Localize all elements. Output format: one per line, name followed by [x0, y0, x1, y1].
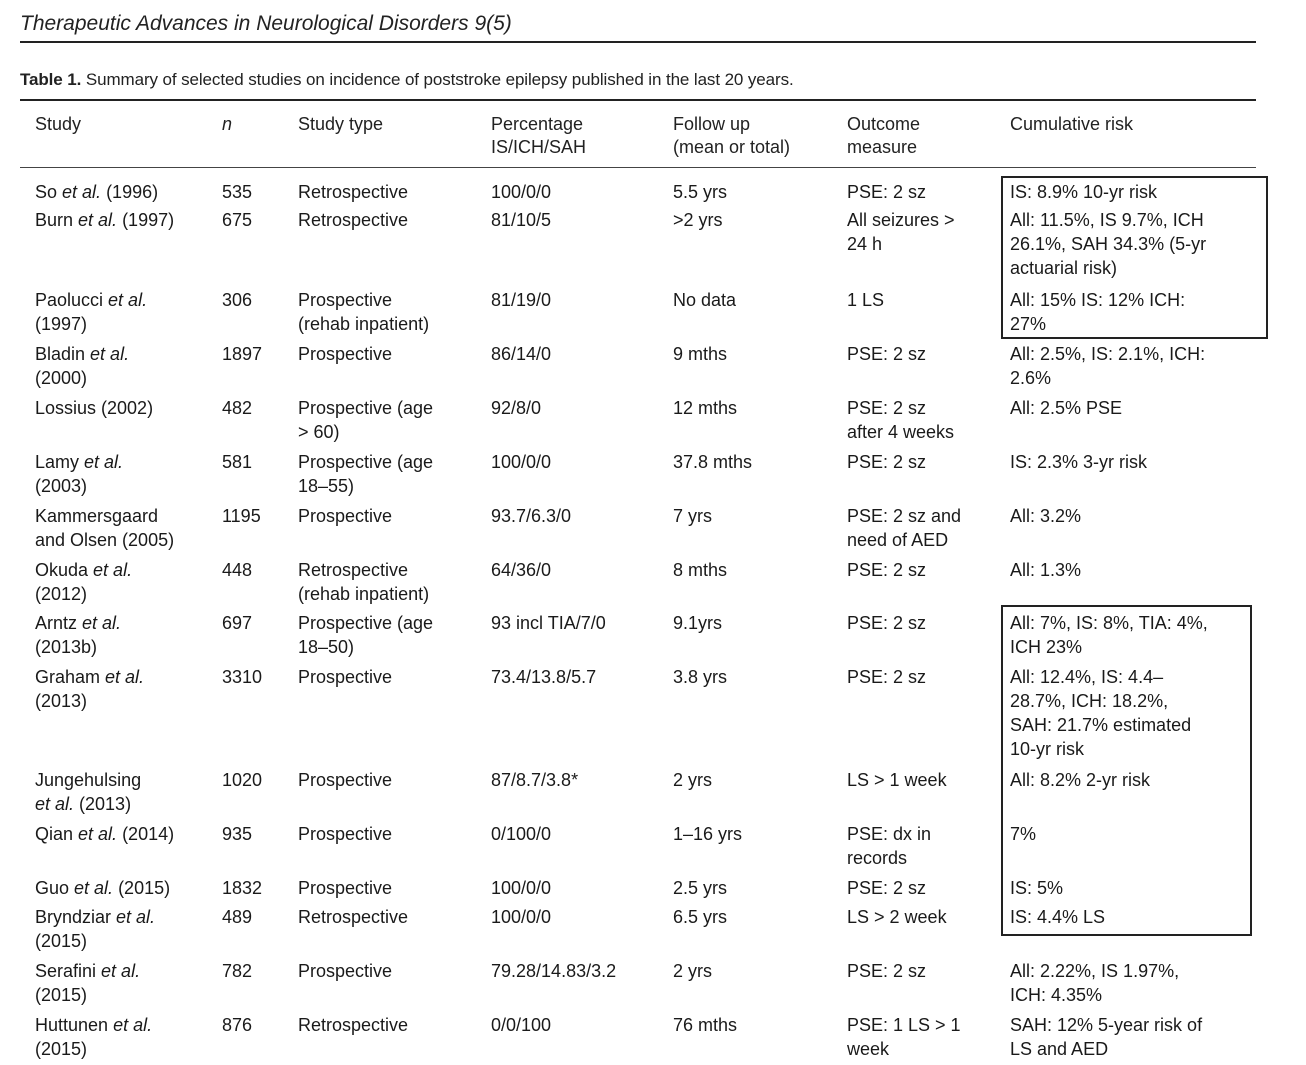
cell-study: Lossius (2002) — [35, 398, 154, 418]
cell-study-type: Prospective (age 18–55) — [298, 452, 434, 496]
cell-n: 675 — [222, 210, 253, 230]
cell-study: Kammersgaard and Olsen (2005) — [35, 506, 175, 550]
cell-outcome: PSE: 2 sz and need of AED — [847, 506, 962, 550]
cell-follow-up: 8 mths — [673, 560, 728, 580]
cell-n: 489 — [222, 907, 253, 927]
cell-cumulative-risk: 7% — [1010, 824, 1037, 844]
cell-cumulative-risk: IS: 2.3% 3-yr risk — [1010, 452, 1148, 472]
top-rule — [20, 41, 1256, 43]
highlight-box-upper — [1001, 176, 1268, 339]
cell-percentage: 0/0/100 — [491, 1015, 552, 1035]
header-follow-line1: Follow up — [673, 114, 751, 134]
cell-study: Arntz et al. (2013b) — [35, 613, 122, 657]
cell-outcome: PSE: 2 sz — [847, 182, 927, 202]
cell-study: Qian et al. (2014) — [35, 824, 175, 844]
cell-study-type: Prospective — [298, 344, 393, 364]
cell-cumulative-risk: IS: 4.4% LS — [1010, 907, 1106, 927]
header-outcome — [847, 113, 920, 159]
cell-outcome: LS > 2 week — [847, 907, 947, 927]
cell-outcome: PSE: 2 sz — [847, 613, 927, 633]
cell-follow-up: 2 yrs — [673, 961, 713, 981]
cell-cumulative-risk: SAH: 12% 5-year risk of LS and AED — [1010, 1015, 1203, 1059]
cell-outcome: PSE: 2 sz — [847, 878, 927, 898]
cell-study-type: Prospective — [298, 667, 393, 687]
cell-study-type: Prospective — [298, 961, 393, 981]
header-study: Study — [35, 114, 82, 134]
cell-outcome: LS > 1 week — [847, 770, 947, 790]
cell-study: Huttunen et al. (2015) — [35, 1015, 153, 1059]
cell-n: 876 — [222, 1015, 253, 1035]
cell-percentage: 100/0/0 — [491, 182, 552, 202]
cell-percentage: 93 incl TIA/7/0 — [491, 613, 606, 633]
cell-n: 935 — [222, 824, 253, 844]
cell-outcome: PSE: 2 sz after 4 weeks — [847, 398, 955, 442]
cell-percentage: 100/0/0 — [491, 878, 552, 898]
cell-study-type: Prospective — [298, 506, 393, 526]
highlight-box-lower — [1001, 605, 1252, 936]
cell-study: Okuda et al. (2012) — [35, 560, 133, 604]
cell-follow-up: 1–16 yrs — [673, 824, 743, 844]
cell-follow-up: 7 yrs — [673, 506, 713, 526]
cell-study-type: Prospective (rehab inpatient) — [298, 290, 430, 334]
header-follow-up — [673, 113, 790, 159]
cell-study-type: Retrospective — [298, 182, 409, 202]
cell-cumulative-risk: All: 15% IS: 12% ICH: 27% — [1010, 290, 1186, 334]
cell-study: Burn et al. (1997) — [35, 210, 175, 230]
cell-outcome: PSE: 2 sz — [847, 667, 927, 687]
cell-outcome: PSE: 1 LS > 1 week — [847, 1015, 961, 1059]
header-n: n — [222, 114, 233, 134]
header-percentage — [491, 113, 586, 159]
cell-cumulative-risk: All: 2.5%, IS: 2.1%, ICH: 2.6% — [1010, 344, 1206, 388]
cell-follow-up: 76 mths — [673, 1015, 738, 1035]
cell-n: 697 — [222, 613, 253, 633]
header-percentage-line1: Percentage — [491, 114, 584, 134]
table-caption — [20, 70, 794, 90]
cell-study-type: Prospective — [298, 824, 393, 844]
cell-percentage: 86/14/0 — [491, 344, 552, 364]
cell-outcome: PSE: 2 sz — [847, 344, 927, 364]
cell-percentage: 93.7/6.3/0 — [491, 506, 572, 526]
cell-n: 1020 — [222, 770, 263, 790]
cell-study: Serafini et al. (2015) — [35, 961, 141, 1005]
cell-percentage: 81/10/5 — [491, 210, 552, 230]
journal-title: Therapeutic Advances in Neurological Disorders 9(5) — [20, 12, 512, 35]
cell-cumulative-risk: All: 7%, IS: 8%, TIA: 4%, ICH 23% — [1010, 613, 1208, 657]
cell-outcome: PSE: 2 sz — [847, 452, 927, 472]
cell-percentage: 81/19/0 — [491, 290, 552, 310]
caption-text: Summary of selected studies on incidence of poststroke epilepsy published in the last 20 years. — [85, 70, 794, 89]
header-outcome-line2: measure — [847, 137, 918, 157]
cell-outcome: All seizures > 24 h — [847, 210, 955, 254]
cell-study-type: Retrospective — [298, 210, 409, 230]
cell-percentage: 79.28/14.83/3.2 — [491, 961, 617, 981]
cell-percentage: 73.4/13.8/5.7 — [491, 667, 597, 687]
cell-n: 1897 — [222, 344, 263, 364]
cell-n: 448 — [222, 560, 253, 580]
cell-study-type: Prospective — [298, 770, 393, 790]
cell-cumulative-risk: All: 2.5% PSE — [1010, 398, 1123, 418]
cell-follow-up: 2 yrs — [673, 770, 713, 790]
cell-n: 1832 — [222, 878, 263, 898]
cell-outcome: PSE: 2 sz — [847, 560, 927, 580]
cell-cumulative-risk: All: 3.2% — [1010, 506, 1082, 526]
cell-n: 1195 — [222, 506, 261, 526]
header-percentage-line2: IS/ICH/SAH — [491, 137, 587, 157]
cell-follow-up: 6.5 yrs — [673, 907, 728, 927]
cell-study-type: Retrospective — [298, 1015, 409, 1035]
cell-study: Jungehulsing et al. (2013) — [35, 770, 142, 814]
cell-study: Paolucci et al. (1997) — [35, 290, 148, 334]
header-follow-line2: (mean or total) — [673, 137, 791, 157]
cell-study: Bryndziar et al. (2015) — [35, 907, 156, 951]
cell-cumulative-risk: All: 11.5%, IS 9.7%, ICH 26.1%, SAH 34.3% (5-yr actuarial risk) — [1010, 210, 1207, 278]
cell-outcome: PSE: 2 sz — [847, 961, 927, 981]
cell-n: 535 — [222, 182, 253, 202]
cell-n: 581 — [222, 452, 253, 472]
cell-follow-up: No data — [673, 290, 737, 310]
cell-cumulative-risk: All: 2.22%, IS 1.97%, ICH: 4.35% — [1010, 961, 1180, 1005]
cell-study: Bladin et al. (2000) — [35, 344, 130, 388]
header-rule — [20, 99, 1256, 101]
cell-study-type: Prospective — [298, 878, 393, 898]
cell-study: So et al. (1996) — [35, 182, 159, 202]
cell-cumulative-risk: IS: 5% — [1010, 878, 1064, 898]
cell-study-type: Prospective (age > 60) — [298, 398, 434, 442]
cell-cumulative-risk: All: 8.2% 2-yr risk — [1010, 770, 1151, 790]
cell-outcome: 1 LS — [847, 290, 885, 310]
cell-cumulative-risk: All: 1.3% — [1010, 560, 1082, 580]
cell-study-type: Retrospective — [298, 907, 409, 927]
cell-follow-up: 3.8 yrs — [673, 667, 728, 687]
cell-percentage: 100/0/0 — [491, 452, 552, 472]
cell-n: 306 — [222, 290, 253, 310]
cell-study-type: Retrospective (rehab inpatient) — [298, 560, 430, 604]
cell-follow-up: 37.8 mths — [673, 452, 753, 472]
cell-percentage: 100/0/0 — [491, 907, 552, 927]
cell-follow-up: 9 mths — [673, 344, 728, 364]
cell-study: Lamy et al. (2003) — [35, 452, 124, 496]
cell-percentage: 87/8.7/3.8* — [491, 770, 579, 790]
cell-follow-up: 12 mths — [673, 398, 738, 418]
cell-follow-up: 9.1yrs — [673, 613, 723, 633]
subheader-rule — [20, 167, 1256, 168]
cell-study: Graham et al. (2013) — [35, 667, 145, 711]
header-outcome-line1: Outcome — [847, 114, 921, 134]
cell-n: 3310 — [222, 667, 263, 687]
cell-follow-up: 2.5 yrs — [673, 878, 728, 898]
cell-percentage: 0/100/0 — [491, 824, 552, 844]
cell-study: Guo et al. (2015) — [35, 878, 171, 898]
cell-n: 782 — [222, 961, 253, 981]
cell-follow-up: 5.5 yrs — [673, 182, 728, 202]
cell-study-type: Prospective (age 18–50) — [298, 613, 434, 657]
cell-cumulative-risk: IS: 8.9% 10-yr risk — [1010, 182, 1158, 202]
header-cumulative-risk: Cumulative risk — [1010, 114, 1134, 134]
header-study-type: Study type — [298, 114, 384, 134]
cell-percentage: 64/36/0 — [491, 560, 552, 580]
caption-label: Table 1. — [20, 70, 82, 89]
cell-percentage: 92/8/0 — [491, 398, 542, 418]
cell-follow-up: >2 yrs — [673, 210, 723, 230]
cell-outcome: PSE: dx in records — [847, 824, 932, 868]
cell-n: 482 — [222, 398, 253, 418]
cell-cumulative-risk: All: 12.4%, IS: 4.4– 28.7%, ICH: 18.2%, SAH: 21.7% estimated 10-yr risk — [1010, 667, 1192, 759]
